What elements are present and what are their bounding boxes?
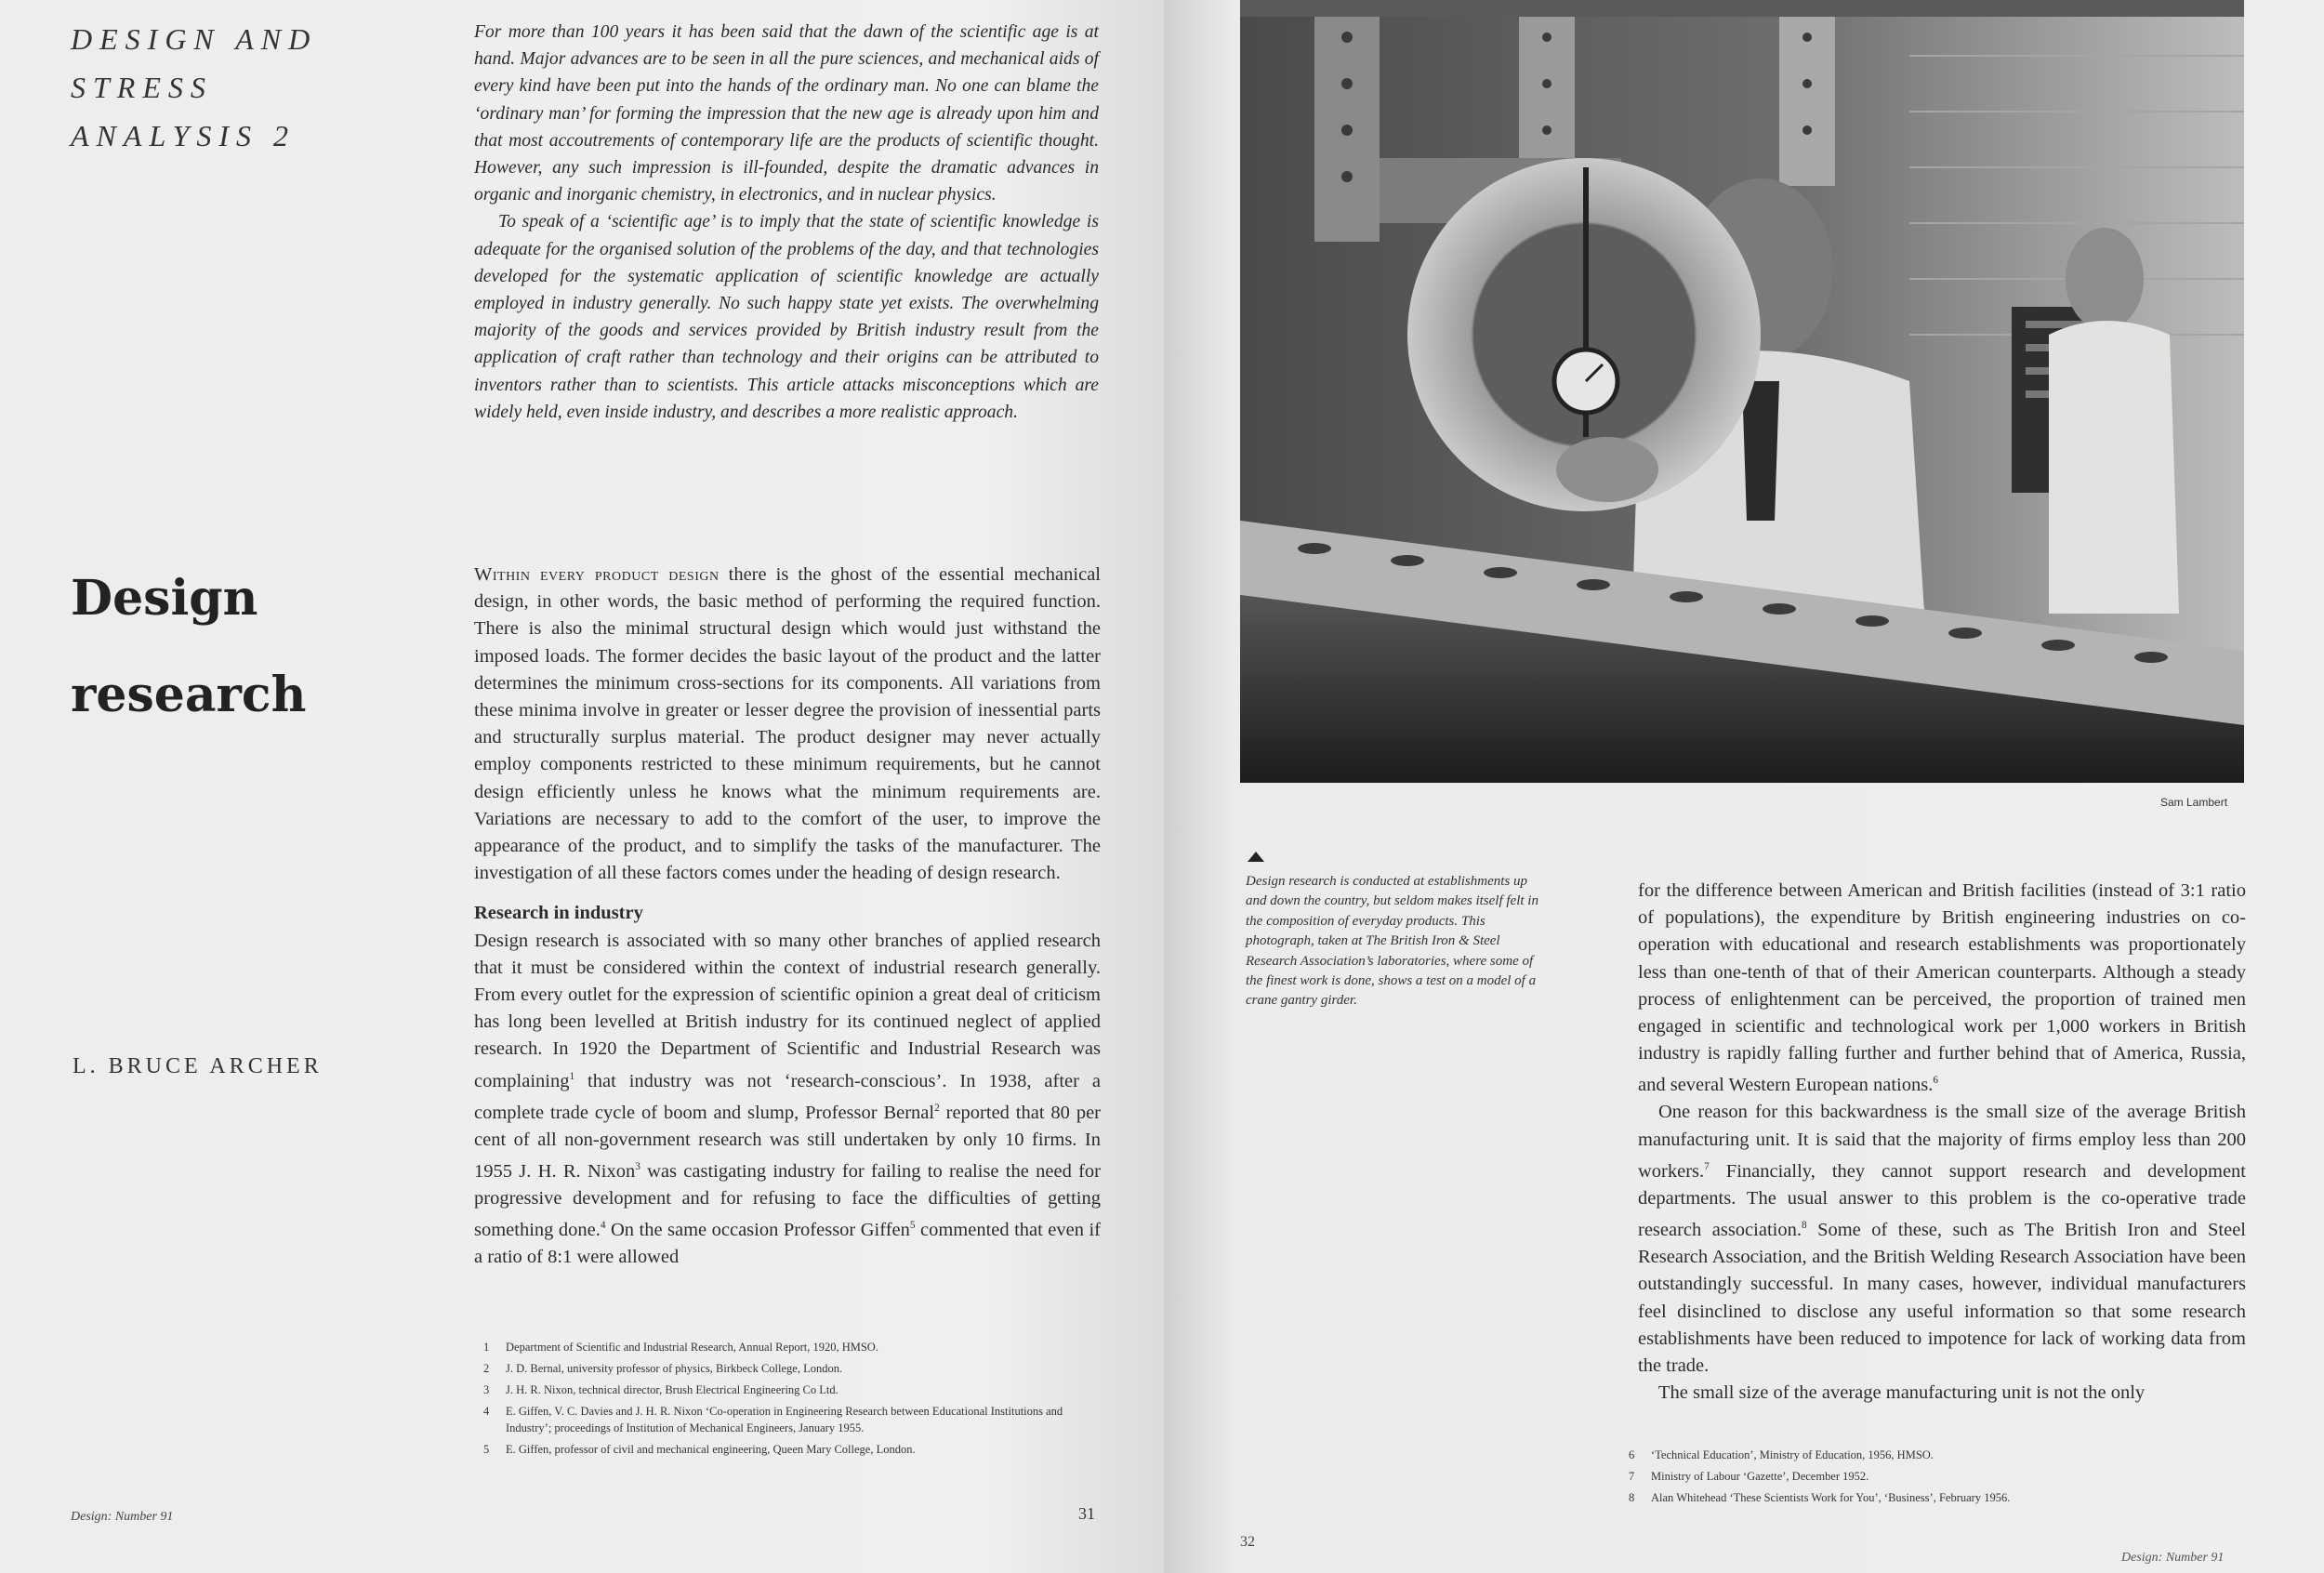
intro-paragraph: To speak of a ‘scientific age’ is to imply that the state of scientific knowledge is adequate for the organised solution of the problems of the day, and that technologies developed for the systematic application of scientific knowledge are actually employed in industry generally. No such happy state yet exists. The overwhelming majority of the goods and services provided by British industry result from the application of craft rather than technology and their origins can be attributed to inventors rather than to scientists. This article attacks misconceptions which are widely held, even inside industry, and describes a more realistic approach. bbox=[474, 212, 1099, 422]
footnote-text: Ministry of Labour ‘Gazette’, December 1952. bbox=[1651, 1470, 1869, 1483]
paragraph-text: Design research is associated with so many other branches of applied research that it must be considered within the context of industrial research generally. From every outlet for the expression of scientific opinion a great deal of criticism has long been levelled at British industry for its continued neglect of applied research. In 1920 the Department of Scientific and Industrial Research was complaining bbox=[474, 930, 1101, 1091]
paragraph-text: Some of these, such as The British Iron and Steel Research Association, and the British Welding Research Association have been outstandingly successful. In many cases, however, individual manufacturers feel disinclined to disclose any useful information so that some research establishments have been reduced to impotence for lack of working data from the trade. bbox=[1638, 1219, 2246, 1376]
paragraph-text: reported that 80 per cent of all non-government research was still undertaken by only 10 firms. In 1955 J. H. R. Nixon bbox=[474, 1102, 1101, 1182]
left-folio: Design: Number 91 bbox=[71, 1510, 174, 1524]
right-page bbox=[1164, 0, 2324, 1573]
photo-caption: Design research is conducted at establishments up and down the country, but seldom makes itself felt in the composition of everyday products. This photograph, taken at The British Iron & Steel Research Association’s laboratories, where some of the finest work is done, shows a test on a model of a crane gantry girder. bbox=[1246, 874, 1538, 1009]
standfirst-intro bbox=[474, 19, 1099, 426]
right-page-number: 32 bbox=[1240, 1534, 1255, 1550]
section-subheading: Research in industry bbox=[474, 903, 643, 924]
footnote-number: 1 bbox=[483, 1341, 490, 1354]
title-line-1: Design bbox=[71, 570, 258, 627]
footnote bbox=[483, 1403, 1099, 1436]
paragraph-text: commented that even if a ratio of 8:1 were allowed bbox=[474, 1219, 1102, 1268]
footnote bbox=[1629, 1447, 2242, 1463]
footnote-ref: 1 bbox=[569, 1070, 575, 1082]
footnote-ref: 6 bbox=[1933, 1075, 1938, 1087]
series-line-2: STRESS bbox=[71, 71, 213, 104]
footnote-text: Alan Whitehead ‘These Scientists Work for You’, ‘Business’, February 1956. bbox=[1651, 1491, 2011, 1504]
footnote-number: 6 bbox=[1629, 1448, 1635, 1461]
body-paragraph bbox=[474, 928, 1101, 1272]
laboratory-photograph bbox=[1240, 0, 2244, 783]
footnote bbox=[483, 1339, 1099, 1355]
series-line-3: ANALYSIS 2 bbox=[71, 119, 297, 152]
series-heading bbox=[71, 15, 368, 160]
footnote-text: J. D. Bernal, university professor of physics, Birkbeck College, London. bbox=[506, 1362, 843, 1375]
footnote-number: 4 bbox=[483, 1405, 490, 1418]
author-byline: L. BRUCE ARCHER bbox=[73, 1054, 323, 1078]
footnote-text: ‘Technical Education’, Ministry of Education, 1956, HMSO. bbox=[1651, 1448, 1934, 1461]
footnote bbox=[1629, 1468, 2242, 1485]
footnote-number: 3 bbox=[483, 1383, 490, 1396]
paragraph-text: there is the ghost of the essential mechanical design, in other words, the basic method of performing the required function. There is also the minimal structural design which would just withstand the imposed loads. The former decides the basic layout of the product and the latter determines the minimum cross-sections for its components. All variations from these minima involve in greater or lesser degree the provision of inessential parts and structurally surplus material. The product designer may never actually employ components restricted to these minimum requirements, but he cannot design efficiently unless he knows what the minimum requirements are. Variations are necessary to add to the comfort of the user, to improve the appearance of the product, and to simplify the tasks of the manufacturer. The investigation of all these factors comes under the heading of design research. bbox=[474, 564, 1102, 884]
footnote-ref: 2 bbox=[934, 1102, 940, 1114]
footnote-number: 8 bbox=[1629, 1491, 1635, 1504]
paragraph-text: On the same occasion Professor Giffen bbox=[605, 1219, 910, 1240]
footnote-ref: 5 bbox=[909, 1220, 916, 1232]
right-folio: Design: Number 91 bbox=[2121, 1551, 2225, 1565]
body-paragraph bbox=[1638, 1099, 2246, 1380]
caption-pointer-icon bbox=[1248, 852, 1264, 862]
series-line-1: DESIGN AND bbox=[71, 22, 318, 56]
paragraph-text: for the difference between American and British facilities (instead of 3:1 ratio of populations), the expenditure by British engineering industries on co-operation with educational and research establishments was proportionately less than one-tenth of that of their American counterparts. Although a steady process of enlightenment can be perceived, the proportion of trained men engaged in scientific and technological work per 1,000 workers in British industry is rapidly falling further and further behind that of America, Russia, and several Western European nations. bbox=[1638, 880, 2246, 1096]
left-page-number: 31 bbox=[1078, 1504, 1095, 1523]
body-paragraph bbox=[1638, 878, 2246, 1099]
footnote-text: E. Giffen, professor of civil and mechanical engineering, Queen Mary College, London. bbox=[506, 1443, 916, 1456]
footnote bbox=[1629, 1489, 2242, 1506]
left-body-column bbox=[474, 562, 1101, 1271]
footnote bbox=[483, 1360, 1099, 1377]
photo-illustration bbox=[1240, 0, 2244, 783]
footnote-ref: 4 bbox=[600, 1220, 606, 1232]
photo-credit: Sam Lambert bbox=[2160, 796, 2228, 809]
body-paragraph bbox=[474, 562, 1101, 887]
paragraph-text: that industry was not ‘research-conscious’. In 1938, after a complete trade cycle of boom and slump, Professor Bernal bbox=[474, 1070, 1101, 1123]
footnote-text: J. H. R. Nixon, technical director, Brush Electrical Engineering Co Ltd. bbox=[506, 1383, 838, 1396]
footnote-ref: 8 bbox=[1801, 1220, 1807, 1232]
right-body-column bbox=[1638, 878, 2246, 1407]
footnote-text: E. Giffen, V. C. Davies and J. H. R. Nixon ‘Co-operation in Engineering Research between Educational Institutions and Industry’; proceedings of Institution of Mechanical Engineers, January 1955. bbox=[506, 1405, 1063, 1434]
right-footnotes bbox=[1629, 1447, 2242, 1511]
footnote-text: Department of Scientific and Industrial Research, Annual Report, 1920, HMSO. bbox=[506, 1341, 878, 1354]
body-paragraph: The small size of the average manufacturing unit is not the only bbox=[1658, 1382, 2146, 1404]
article-title bbox=[71, 550, 368, 744]
left-footnotes bbox=[483, 1339, 1099, 1462]
footnote-number: 2 bbox=[483, 1362, 490, 1375]
footnote bbox=[483, 1381, 1099, 1398]
footnote-ref: 3 bbox=[635, 1160, 640, 1172]
footnote bbox=[483, 1441, 1099, 1458]
footnote-ref: 7 bbox=[1704, 1160, 1710, 1172]
paragraph-text: Financially, they cannot support research and development departments. The usual answer to this problem is the co-operative trade research association. bbox=[1638, 1160, 2246, 1240]
paragraph-text: One reason for this backwardness is the small size of the average British manufacturing unit. It is said that the majority of firms employ less than 200 workers. bbox=[1638, 1102, 2246, 1182]
lead-in: Within every product design bbox=[474, 564, 720, 585]
title-line-2: research bbox=[71, 667, 307, 723]
footnote-number: 5 bbox=[483, 1443, 490, 1456]
intro-paragraph: For more than 100 years it has been said that the dawn of the scientific age is at hand. Major advances are to be seen in all the pure sciences, and mechanical aids of every kind have been put into the hands of the ordinary man. No one can blame the ‘ordinary man’ for forming the impression that the new age is already upon him and that most accoutrements of contemporary life are the products of scientific thought. However, any such impression is ill-founded, despite the dramatic advances in organic and inorganic chemistry, in electronics, and in nuclear physics. bbox=[474, 22, 1099, 205]
footnote-number: 7 bbox=[1629, 1470, 1635, 1483]
paragraph-text: was castigating industry for failing to realise the need for progressive development and for refusing to face the difficulties of getting something done. bbox=[474, 1160, 1101, 1240]
